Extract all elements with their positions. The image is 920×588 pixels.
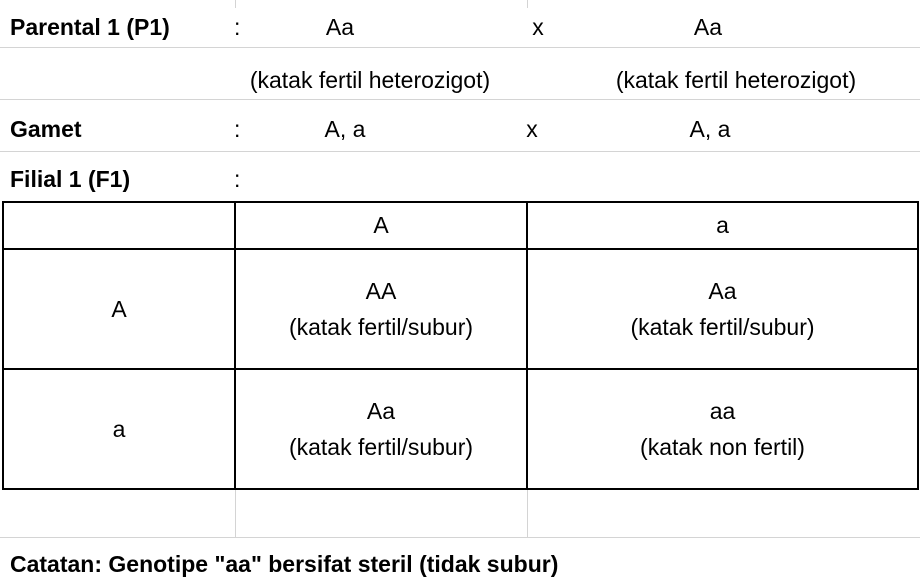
punnett-border xyxy=(2,488,919,490)
punnett-row-header: A xyxy=(111,296,127,322)
punnett-border xyxy=(2,201,4,490)
parent1-genotype: Aa xyxy=(325,14,355,40)
cross-symbol: x xyxy=(532,14,544,40)
offspring-phenotype: (katak fertil/subur) xyxy=(288,434,474,460)
parent1-description: (katak fertil heterozigot) xyxy=(249,67,491,93)
note-text: Catatan: Genotipe "aa" bersifat steril (tidak subur) xyxy=(10,551,559,577)
offspring-phenotype: (katak non fertil) xyxy=(640,434,805,460)
gridline xyxy=(0,537,920,538)
gamet-colon: : xyxy=(234,116,241,142)
punnett-border xyxy=(2,368,919,370)
parent2-description: (katak fertil heterozigot) xyxy=(615,67,857,93)
offspring-phenotype: (katak fertil/subur) xyxy=(630,314,815,340)
punnett-col-header: a xyxy=(716,212,729,238)
parent2-genotype: Aa xyxy=(693,14,723,40)
filial-colon: : xyxy=(234,166,241,192)
gridline xyxy=(527,489,528,537)
punnett-row-header: a xyxy=(112,416,126,442)
parental-colon: : xyxy=(234,14,241,40)
offspring-genotype: AA xyxy=(365,278,397,304)
gridline xyxy=(235,489,236,537)
gridline xyxy=(235,0,236,8)
punnett-border xyxy=(2,248,919,250)
gridline xyxy=(0,151,920,152)
offspring-genotype: Aa xyxy=(708,278,737,304)
filial-label: Filial 1 (F1) xyxy=(10,166,131,192)
parental-label: Parental 1 (P1) xyxy=(10,14,170,40)
punnett-border xyxy=(2,201,919,203)
gridline xyxy=(0,47,920,48)
punnett-border xyxy=(917,201,919,490)
gridline xyxy=(0,99,920,100)
offspring-genotype: Aa xyxy=(366,398,396,424)
offspring-genotype: aa xyxy=(709,398,736,424)
parent1-gametes: A, a xyxy=(324,116,366,142)
punnett-col-header: A xyxy=(373,212,389,238)
gridline xyxy=(527,0,528,8)
gamet-label: Gamet xyxy=(10,116,82,142)
gamet-cross-symbol: x xyxy=(526,116,538,142)
parent2-gametes: A, a xyxy=(689,116,731,142)
offspring-phenotype: (katak fertil/subur) xyxy=(288,314,474,340)
